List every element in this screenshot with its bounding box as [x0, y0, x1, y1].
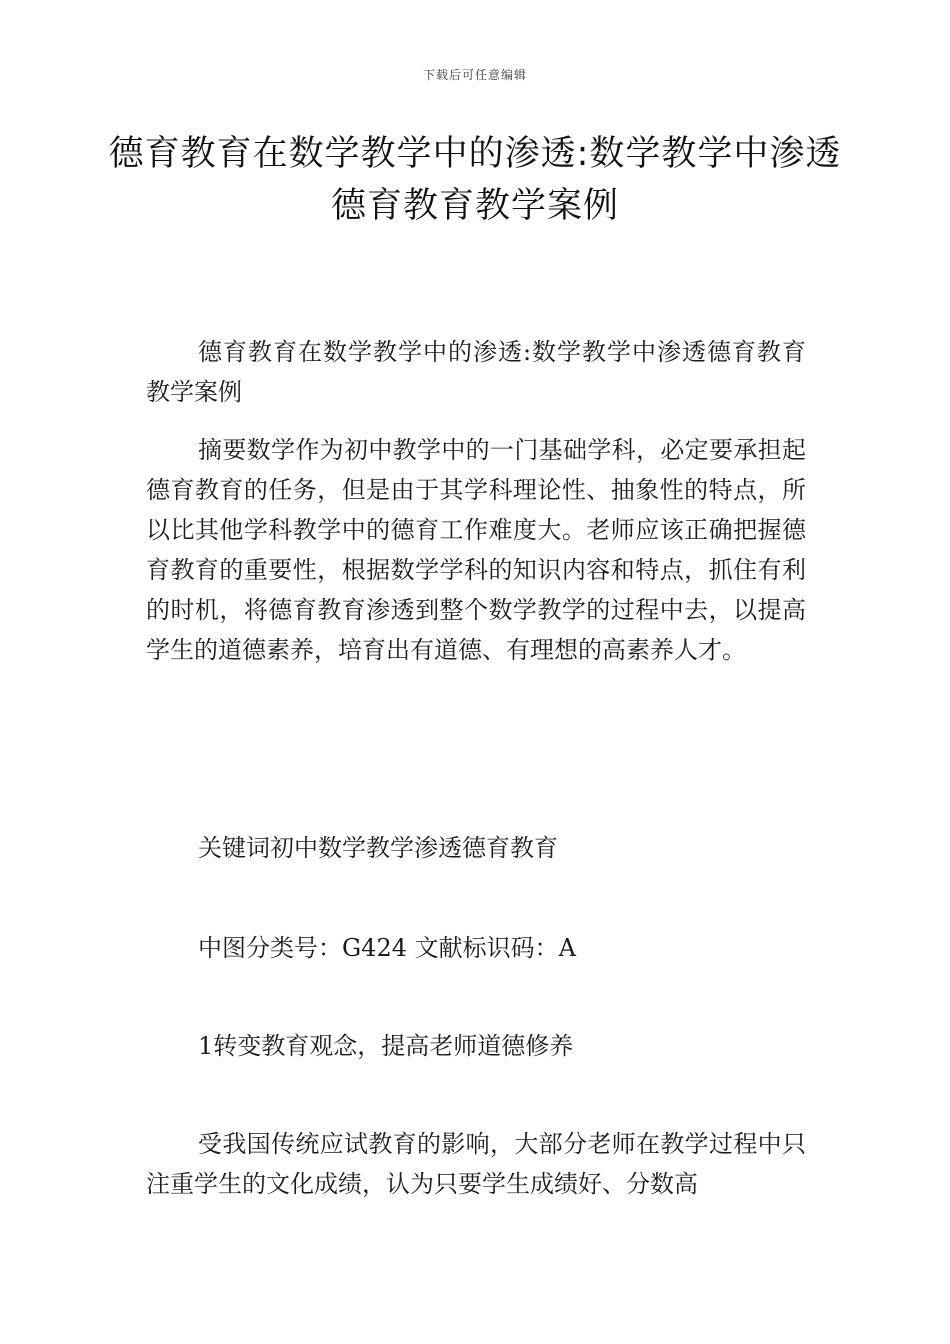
- header-note: 下载后可任意编辑: [422, 68, 527, 82]
- section-paragraph: 受我国传统应试教育的影响，大部分老师在教学过程中只注重学生的文化成绩，认为只要学生成绩好、分数高: [146, 1130, 806, 1198]
- classification-line: 中图分类号：G424 文献标识码：A: [198, 934, 576, 962]
- keywords-line: 关键词初中数学教学渗透德育教育: [198, 834, 558, 862]
- document-title: 德育教育在数学教学中的渗透:数学教学中渗透德育教育教学案例: [108, 134, 842, 226]
- abstract-paragraph: 摘要数学作为初中教学中的一门基础学科，必定要承担起德育教育的任务，但是由于其学科理论性、抽象性的特点，所以比其他学科教学中的德育工作难度大。老师应该正确把握德育教育的重要性，根据数学学科的知识内容和特点，抓住有利的时机，将德育教育渗透到整个数学教学的过程中去，以提高学生的道德素养，培育出有道德、有理想的高素养人才。: [146, 436, 806, 664]
- section-heading: 1转变教育观念，提高老师道德修养: [198, 1032, 574, 1060]
- intro-paragraph: 德育教育在数学教学中的渗透:数学教学中渗透德育教育教学案例: [146, 338, 806, 406]
